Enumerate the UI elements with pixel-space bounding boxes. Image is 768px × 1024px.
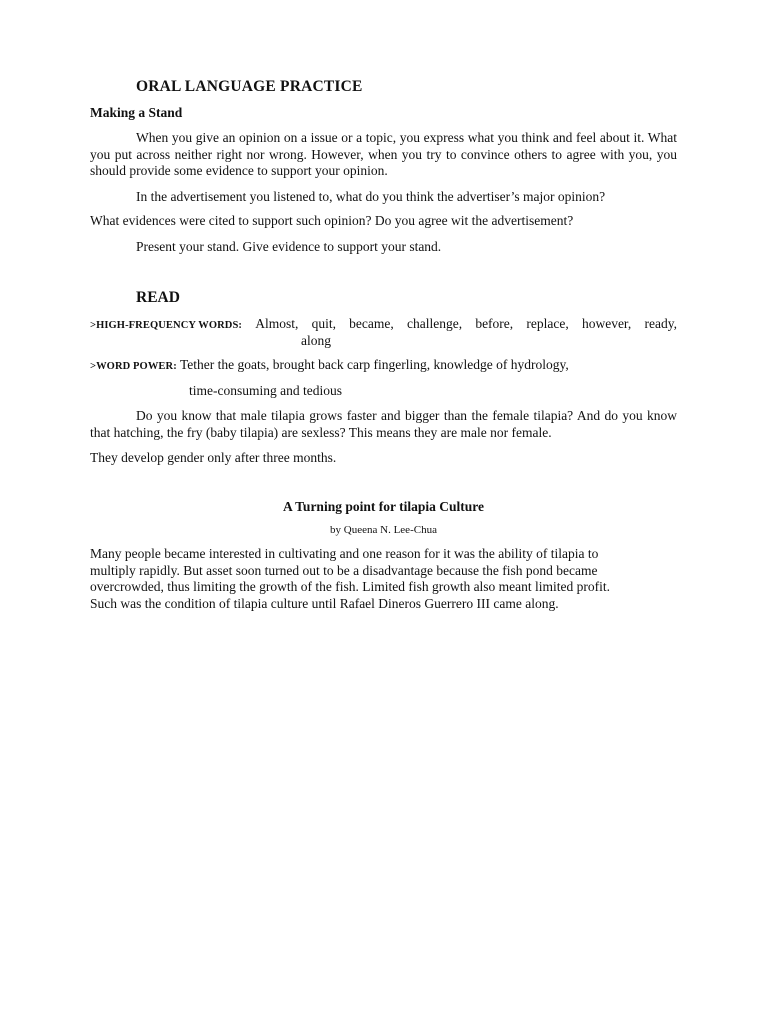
word-power-text-1: Tether the goats, brought back carp fingerling, knowledge of hydrology,: [179, 357, 569, 372]
story-line: multiply rapidly. But asset soon turned out to be a disadvantage because the fish pond became: [90, 562, 598, 578]
word-power-text-2: time-consuming and tedious: [189, 383, 342, 398]
high-frequency-label: >HIGH-FREQUENCY WORDS:: [90, 320, 242, 331]
page-title: ORAL LANGUAGE PRACTICE: [136, 78, 363, 95]
read-heading: READ: [136, 289, 180, 306]
story-line: Many people became interested in cultivating and one reason for it was the ability of tilapia to: [90, 546, 599, 561]
high-frequency-words-row: [90, 316, 677, 335]
hf-word: ready,: [644, 316, 677, 331]
hf-word: replace,: [526, 316, 569, 331]
section-subheading: Making a Stand: [90, 105, 183, 120]
story-byline: by Queena N. Lee-Chua: [330, 524, 437, 536]
story-paragraph: [90, 546, 690, 612]
intro-paragraph: When you give an opinion on a issue or a topic, you express what you think and feel about it. What you put across neither right nor wrong. However, when you try to convince others to agree with you, you should provide some evidence to support your opinion.: [90, 130, 677, 178]
story-line: overcrowded, thus limiting the growth of the fish. Limited fish growth also meant limited profit.: [90, 579, 611, 594]
word-power-label: >WORD POWER:: [90, 361, 177, 372]
hf-word: Almost,: [255, 316, 299, 331]
question-2: What evidences were cited to support such opinion? Do you agree wit the advertisement?: [90, 213, 574, 228]
instruction-text: Present your stand. Give evidence to support your stand.: [136, 239, 442, 254]
word-power-line: [90, 357, 569, 376]
story-line: Such was the condition of tilapia culture until Rafael Dineros Guerrero III came along.: [90, 595, 559, 611]
tilapia-question-paragraph: Do you know that male tilapia grows faster and bigger than the female tilapia? And do you know that hatching, the fry (baby tilapia) are sexless? This means they are male nor female.: [90, 408, 677, 440]
hf-word: before,: [475, 316, 514, 331]
hf-word: however,: [581, 316, 632, 331]
tilapia-fact: They develop gender only after three months.: [90, 450, 337, 465]
hf-word: became,: [349, 316, 394, 331]
question-1: In the advertisement you listened to, what do you think the advertiser’s major opinion?: [136, 189, 606, 204]
hf-word: quit,: [311, 316, 336, 331]
story-title: A Turning point for tilapia Culture: [283, 499, 484, 514]
hf-word: challenge,: [406, 316, 463, 331]
hf-word-last: along: [301, 333, 331, 348]
